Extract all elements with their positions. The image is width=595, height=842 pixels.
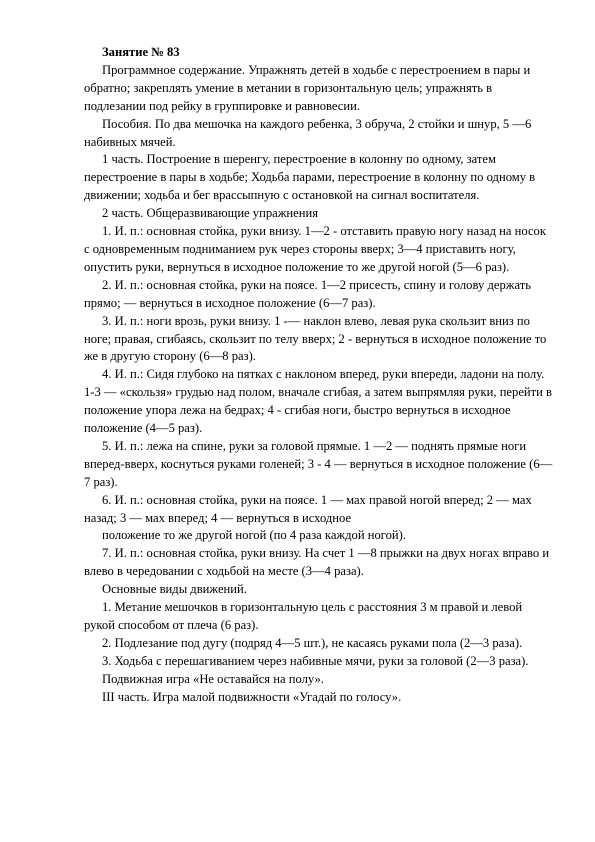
exercise-7: 7. И. п.: основная стойка, руки внизу. На счет 1 —8 прыжки на двух ногах вправо и влево в чередовании с ходьбой на месте (3—4 раза). (84, 546, 550, 579)
exercise-3: 3. И. п.: ноги врозь, руки внизу. 1 -— наклон влево, левая рука скользит вниз по ноге; правая, сгибаясь, скользит по телу вверх; 2 - вернуться в исходное положение то же в другую сторону (6—8 раз). (84, 313, 547, 364)
lesson-title: Занятие № 83 (102, 45, 180, 59)
movement-2: 2. Подлезание под дугу (подряд 4—5 шт.), не касаясь руками пола (2—3 раза). (102, 635, 523, 650)
exercise-6-continuation: положение то же другой ногой (по 4 раза каждой ногой). (102, 528, 406, 543)
movement-3: 3. Ходьба с перешагиванием через набивные мячи, руки за головой (2—3 раза). (102, 653, 529, 668)
exercise-2: 2. И. п.: основная стойка, руки на поясе. 1—2 присесть, спину и голову держать прямо; — вернуться в исходное положение (6—7 раз). (84, 277, 531, 310)
exercise-1: 1. И. п.: основная стойка, руки внизу. 1—2 - отставить правую ногу назад на носок с одновременным подниманием рук через стороны вверх; 3—4 приставить ногу, опустить руки, вернуться в исходное положение то же другой ногой (5—6 раз). (84, 224, 546, 274)
exercise-5: 5. И. п.: лежа на спине, руки за головой прямые. 1 —2 — поднять прямые ноги вперед-вверх, коснуться руками голеней; 3 - 4 — вернуться в исходное положение (6—7 раз). (84, 438, 553, 489)
movement-1: 1. Метание мешочков в горизонтальную цель с расстояния 3 м правой и левой рукой способом от плеча (6 раз). (84, 600, 523, 632)
part-one-paragraph: 1 часть. Построение в шеренгу, перестроение в колонну по одному, затем перестроение в пары в ходьбе; Ходьба парами, перестроение в колонну по одному в движении; ходьба и бег врассыпную с остановкой на сигнал воспитателя. (84, 152, 536, 203)
outdoor-game: Подвижная игра «Не оставайся на полу». (102, 671, 324, 686)
program-content-paragraph: Программное содержание. Упражнять детей в ходьбе с перестроением в пары и обратно; закреплять умение в метании в горизонтальную цель; упражнять в подлезании под рейку в группировке и равновесии. (84, 62, 531, 113)
materials-paragraph: Пособия. По два мешочка на каждого ребенка, 3 обруча, 2 стойки и шнур, 5 —6 набивных мячей. (84, 116, 532, 149)
part-two-heading: 2 часть. Общеразвивающие упражнения (102, 206, 319, 221)
document-page (84, 44, 554, 707)
part-three: III часть. Игра малой подвижности «Угадай по голосу». (102, 689, 402, 704)
main-movements-heading: Основные виды движений. (102, 582, 247, 597)
exercise-4: 4. И. п.: Сидя глубоко на пятках с наклоном вперед, руки впереди, ладони на полу. 1-3 — «скользя» грудью над полом, вначале сгибая, а затем выпрямляя руки, перейти в положение упора лежа на бедрах; 4 - сгибая ноги, быстро вернуться в исходное положение (4—5 раз). (84, 367, 552, 436)
exercise-6: 6. И. п.: основная стойка, руки на поясе. 1 — мах правой ногой вперед; 2 — мах назад; 3 — мах вперед; 4 — вернуться в исходное (84, 492, 532, 525)
